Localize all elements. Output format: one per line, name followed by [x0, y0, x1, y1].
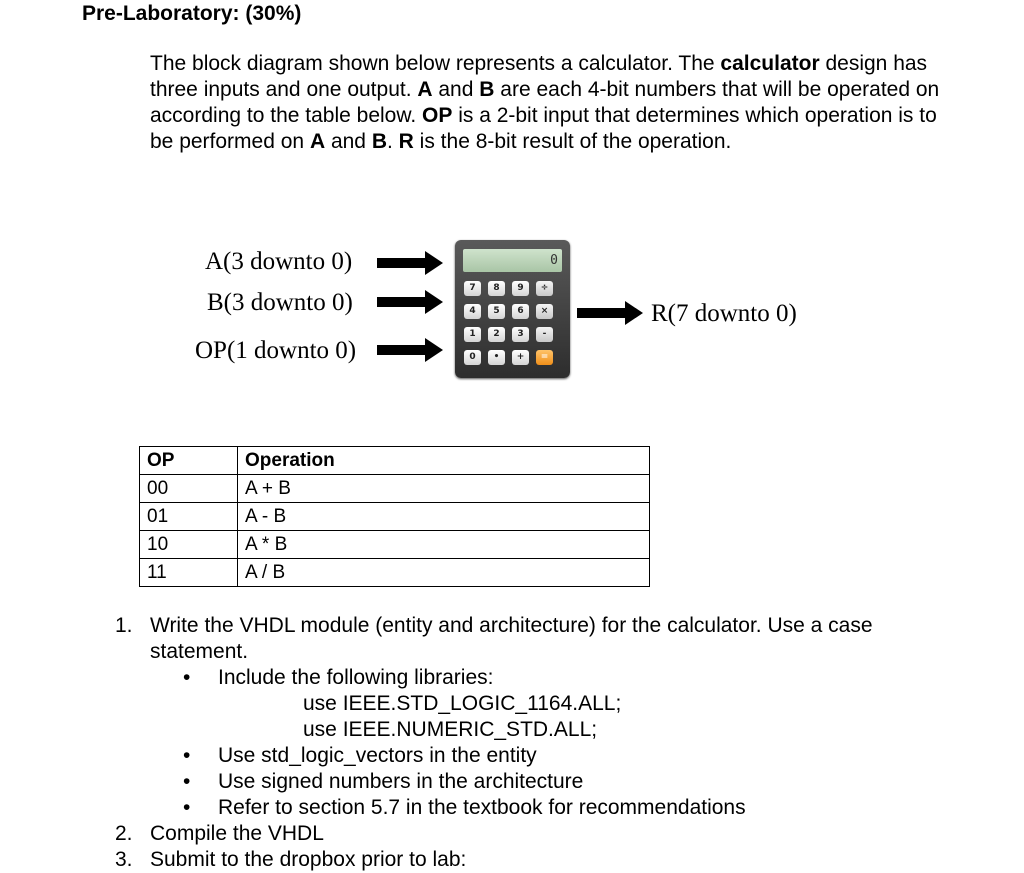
bullet-text: Refer to section 5.7 in the textbook for recommendations	[218, 796, 746, 819]
calc-key: •	[488, 350, 505, 365]
step-text: Submit to the dropbox prior to lab:	[150, 848, 467, 871]
operation-table	[139, 446, 650, 587]
calc-key: 6	[512, 304, 529, 319]
list-number: 2.	[115, 822, 133, 845]
op-code-cell: 00	[140, 475, 238, 503]
intro-text: is a 2-bit input that determines which operation is to be performed on	[150, 104, 937, 153]
list-number: 1.	[115, 614, 133, 637]
arrow-op-icon	[377, 338, 443, 362]
intro-text: is the 8-bit result of the operation.	[413, 130, 732, 153]
step-text: Write the VHDL module (entity and architecture) for the calculator. Use a case statement.	[150, 614, 873, 663]
column-header: Operation	[238, 447, 650, 475]
calc-key: 5	[488, 304, 505, 319]
calc-key: =	[536, 350, 553, 365]
bullet-text: Use signed numbers in the architecture	[218, 770, 584, 793]
calc-key: 0	[464, 350, 481, 365]
intro-paragraph	[150, 51, 960, 155]
step-text: Compile the VHDL	[150, 822, 324, 845]
calc-key: 2	[488, 327, 505, 342]
output-label-r: R(7 downto 0)	[651, 300, 797, 327]
arrow-b-icon	[377, 290, 443, 314]
list-number: 3.	[115, 848, 133, 871]
op-code-cell: 11	[140, 559, 238, 587]
instruction-list	[115, 613, 975, 873]
intro-bold-a: A	[417, 78, 433, 101]
bullet-icon: •	[183, 666, 191, 689]
intro-text: and	[432, 78, 480, 101]
input-label-b: B(3 downto 0)	[207, 289, 353, 316]
column-header: OP	[140, 447, 238, 475]
bullet-icon: •	[183, 770, 191, 793]
calc-key: 3	[512, 327, 529, 342]
list-item	[115, 847, 975, 873]
intro-text: .	[387, 130, 399, 153]
operation-cell: A / B	[238, 559, 650, 587]
intro-bold-r: R	[398, 130, 414, 153]
bullet-icon: •	[183, 744, 191, 767]
calc-key: 4	[464, 304, 481, 319]
bullet-item	[150, 743, 975, 769]
bullet-icon: •	[183, 796, 191, 819]
calculator-display: 0	[463, 249, 562, 272]
calc-key: 9	[512, 281, 529, 296]
bullet-item	[150, 665, 975, 691]
intro-text: The block diagram shown below represents a calculator. The	[150, 52, 721, 75]
library-block	[150, 691, 975, 743]
calc-key: ÷	[536, 281, 553, 296]
list-item	[115, 613, 975, 665]
calc-key: ×	[536, 304, 553, 319]
library-line: use IEEE.NUMERIC_STD.ALL;	[303, 718, 598, 741]
section-heading: Pre-Laboratory: (30%)	[82, 2, 302, 25]
operation-cell: A - B	[238, 503, 650, 531]
table-row	[140, 503, 650, 531]
operation-cell: A + B	[238, 475, 650, 503]
bullet-text: Use std_logic_vectors in the entity	[218, 744, 537, 767]
library-line: use IEEE.STD_LOGIC_1164.ALL;	[303, 692, 622, 715]
input-label-a: A(3 downto 0)	[205, 248, 353, 275]
op-code-cell: 10	[140, 531, 238, 559]
calc-key: +	[512, 350, 529, 365]
intro-text: design has three inputs and one output.	[150, 52, 928, 101]
bullet-item	[150, 795, 975, 821]
calculator-icon	[455, 240, 570, 378]
intro-text: and	[325, 130, 372, 153]
input-label-op: OP(1 downto 0)	[195, 337, 357, 364]
arrow-output-icon	[577, 301, 643, 325]
table-header-row	[140, 447, 650, 475]
bullet-text: Include the following libraries:	[218, 666, 494, 689]
list-item	[115, 821, 975, 847]
calc-key: 7	[464, 281, 481, 296]
calc-key: -	[536, 327, 553, 342]
table-row	[140, 531, 650, 559]
calc-key: 1	[464, 327, 481, 342]
intro-bold-b: B	[479, 78, 495, 101]
operation-cell: A * B	[238, 531, 650, 559]
op-code-cell: 01	[140, 503, 238, 531]
intro-text: are each 4-bit numbers that will be operated on according to the table below.	[150, 78, 940, 127]
bullet-item	[150, 769, 975, 795]
table-row	[140, 559, 650, 587]
intro-bold-a: A	[309, 130, 326, 153]
intro-bold-b: B	[371, 130, 387, 153]
table-row	[140, 475, 650, 503]
intro-bold-op: OP	[422, 104, 453, 127]
intro-bold-calculator: calculator	[720, 52, 820, 75]
calc-key: 8	[488, 281, 505, 296]
arrow-a-icon	[377, 251, 443, 275]
